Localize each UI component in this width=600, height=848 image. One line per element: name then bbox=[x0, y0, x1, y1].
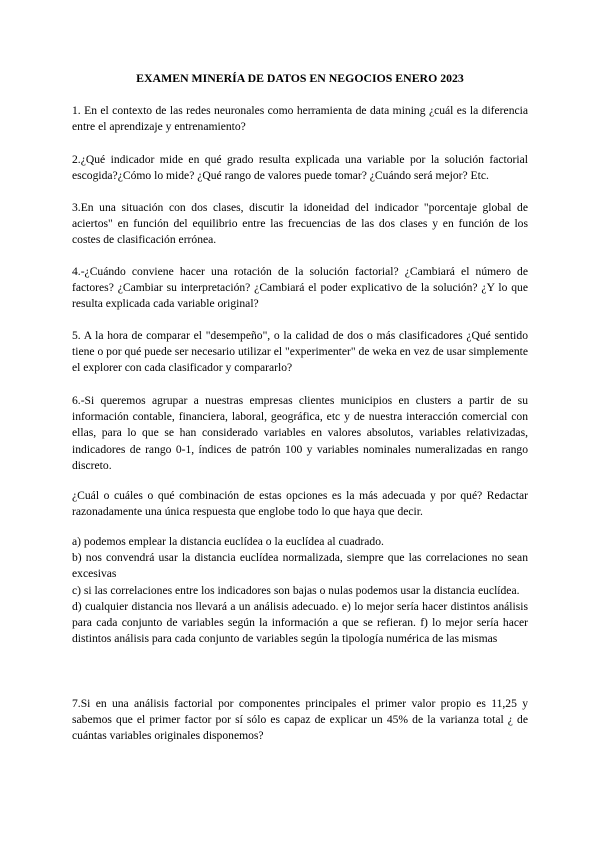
question-7: 7.Si en una análisis factorial por componentes principales el primer valor propio es 11,25 y sabemos que el primer factor por sí sólo es capaz de explicar un 45% de la varianza total ¿ de cuántas variables originales disponemos? bbox=[72, 697, 528, 743]
exam-title: EXAMEN MINERÍA DE DATOS EN NEGOCIOS ENERO 2023 bbox=[136, 71, 464, 85]
question-2: 2.¿Qué indicador mide en qué grado resulta explicada una variable por la solución factorial escogida?¿Cómo lo mide? ¿Qué rango de valores puede tomar? ¿Cuándo será mejor? Etc. bbox=[72, 153, 528, 183]
question-6: 6.-Si queremos agrupar a nuestras empresas clientes municipios en clusters a partir de su información contable, financiera, laboral, geográfica, etc y de nuestra interacción comercial con ellas, para lo que se han considerado variables en valores absolutos, variables relativizadas, indicadores de rango 0-1, índices de patrón 100 y variables nominales numeralizadas en rango discreto. bbox=[72, 394, 528, 472]
option-b: b) nos convendrá usar la distancia euclídea normalizada, siempre que las correlaciones no sean excesivas bbox=[72, 551, 528, 581]
question-4: 4.-¿Cuándo conviene hacer una rotación de la solución factorial? ¿Cambiará el número de factores? ¿Cambiar su interpretación? ¿Cambiará el poder explicativo de la solución? ¿Y lo que resulta explicada cada variable original? bbox=[72, 265, 528, 311]
option-d-e-f: d) cualquier distancia nos llevará a un análisis adecuado. e) lo mejor sería hacer distintos análisis para cada conjunto de variables según la información a que se refieran. f) lo mejor sería hacer distintos análisis para cada conjunto de variables según la tipología numérica de las mismas bbox=[72, 599, 528, 646]
question-1: 1. En el contexto de las redes neuronales como herramienta de data mining ¿cuál es la diferencia entre el aprendizaje y entrenamiento? bbox=[72, 104, 528, 134]
question-5: 5. A la hora de comparar el "desempeño", o la calidad de dos o más clasificadores ¿Qué sentido tiene o por qué puede ser necesario utilizar el "experimenter" de weka en vez de usar simplemente el explorer con cada clasificador y compararlo? bbox=[72, 329, 528, 375]
question-3: 3.En una situación con dos clases, discutir la idoneidad del indicador "porcentaje global de aciertos" en función del equilibrio entre las frecuencias de las dos clases y en función de los costes de clasificación errónea. bbox=[72, 201, 528, 247]
question-6-prompt: ¿Cuál o cuáles o qué combinación de estas opciones es la más adecuada y por qué? Redactar razonadamente una única respuesta que englobe todo lo que haya que decir. bbox=[72, 489, 528, 519]
question-6-options bbox=[72, 534, 528, 647]
option-c: c) si las correlaciones entre los indicadores son bajas o nulas podemos usar la distancia euclídea. bbox=[72, 583, 520, 597]
option-a: a) podemos emplear la distancia euclídea o la euclídea al cuadrado. bbox=[72, 535, 384, 548]
